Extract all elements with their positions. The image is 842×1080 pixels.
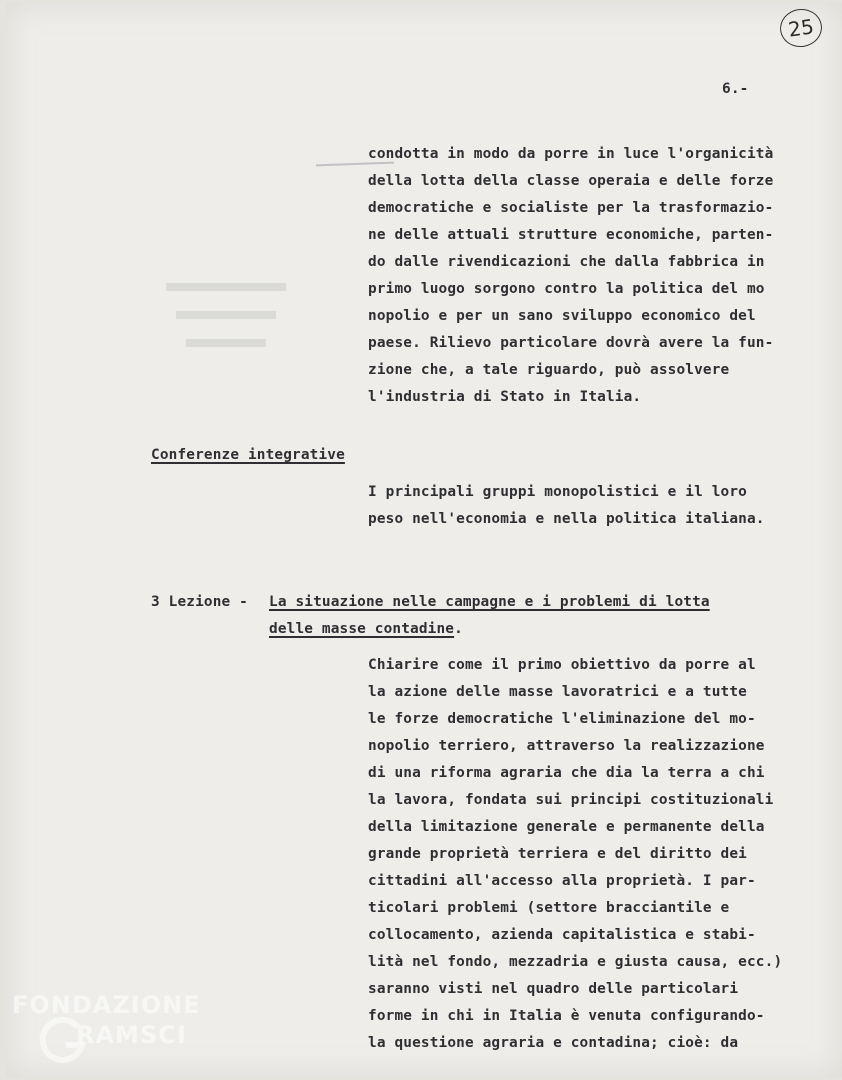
text-line: primo luogo sorgono contro la politica del mo (368, 281, 765, 297)
text-line: do dalle rivendicazioni che dalla fabbrica in (368, 254, 765, 270)
text-line: della lotta della classe operaia e delle forze (368, 173, 774, 189)
section-heading: Conferenze integrative (151, 447, 345, 463)
text-line: di una riforma agraria che dia la terra a chi (368, 765, 765, 781)
text-line: l'industria di Stato in Italia. (368, 389, 642, 405)
lesson-title-continued: delle masse contadine (269, 621, 455, 637)
text-line: la azione delle masse lavoratrici e a tutte (368, 684, 747, 700)
text-line: I principali gruppi monopolistici e il loro (368, 484, 747, 500)
watermark-line-2: RAMSCI (76, 1021, 187, 1049)
text-line: saranno visti nel quadro delle particolari (368, 981, 739, 997)
pencil-mark (316, 162, 394, 167)
text-line: ne delle attuali strutture economiche, parten- (368, 227, 774, 243)
text-line: la questione agraria e contadina; cioè: da (368, 1035, 739, 1051)
text-line: della limitazione generale e permanente della (368, 819, 765, 835)
text-line: nopolio terriero, attraverso la realizzazione (368, 738, 765, 754)
lesson-title-period: . (454, 621, 463, 637)
text-line: paese. Rilievo particolare dovrà avere la fun- (368, 335, 774, 351)
text-line: Chiarire come il primo obiettivo da porre al (368, 657, 756, 673)
text-line: la lavora, fondata sui principi costituzionali (368, 792, 774, 808)
document-page (6, 3, 842, 1077)
text-line: democratiche e socialiste per la trasformazio- (368, 200, 774, 216)
text-line: collocamento, azienda capitalistica e stabi- (368, 927, 756, 943)
archive-page-number: 25 (778, 6, 825, 49)
text-line: cittadini all'accesso alla proprietà. I par- (368, 873, 756, 889)
text-line: lità nel fondo, mezzadria e giusta causa, ecc.) (368, 954, 783, 970)
text-line: ticolari problemi (settore bracciantile e (368, 900, 730, 916)
page-number: 6.- (722, 81, 749, 97)
watermark-line-1: FONDAZIONE (12, 991, 201, 1019)
bleed-through-text (166, 283, 286, 373)
lesson-title: La situazione nelle campagne e i problemi di lotta (269, 594, 710, 610)
foundation-watermark (6, 991, 206, 1077)
text-line: grande proprietà terriera e del diritto dei (368, 846, 747, 862)
text-line: zione che, a tale riguardo, può assolvere (368, 362, 730, 378)
text-line: peso nell'economia e nella politica italiana. (368, 511, 765, 527)
text-line: condotta in modo da porre in luce l'organicità (368, 146, 774, 162)
lesson-label: 3 Lezione - (151, 594, 248, 610)
lesson-title-line-2 (269, 621, 463, 637)
text-line: le forze democratiche l'eliminazione del mo- (368, 711, 756, 727)
text-line: forme in chi in Italia è venuta configurando- (368, 1008, 765, 1024)
text-line: nopolio e per un sano sviluppo economico del (368, 308, 756, 324)
